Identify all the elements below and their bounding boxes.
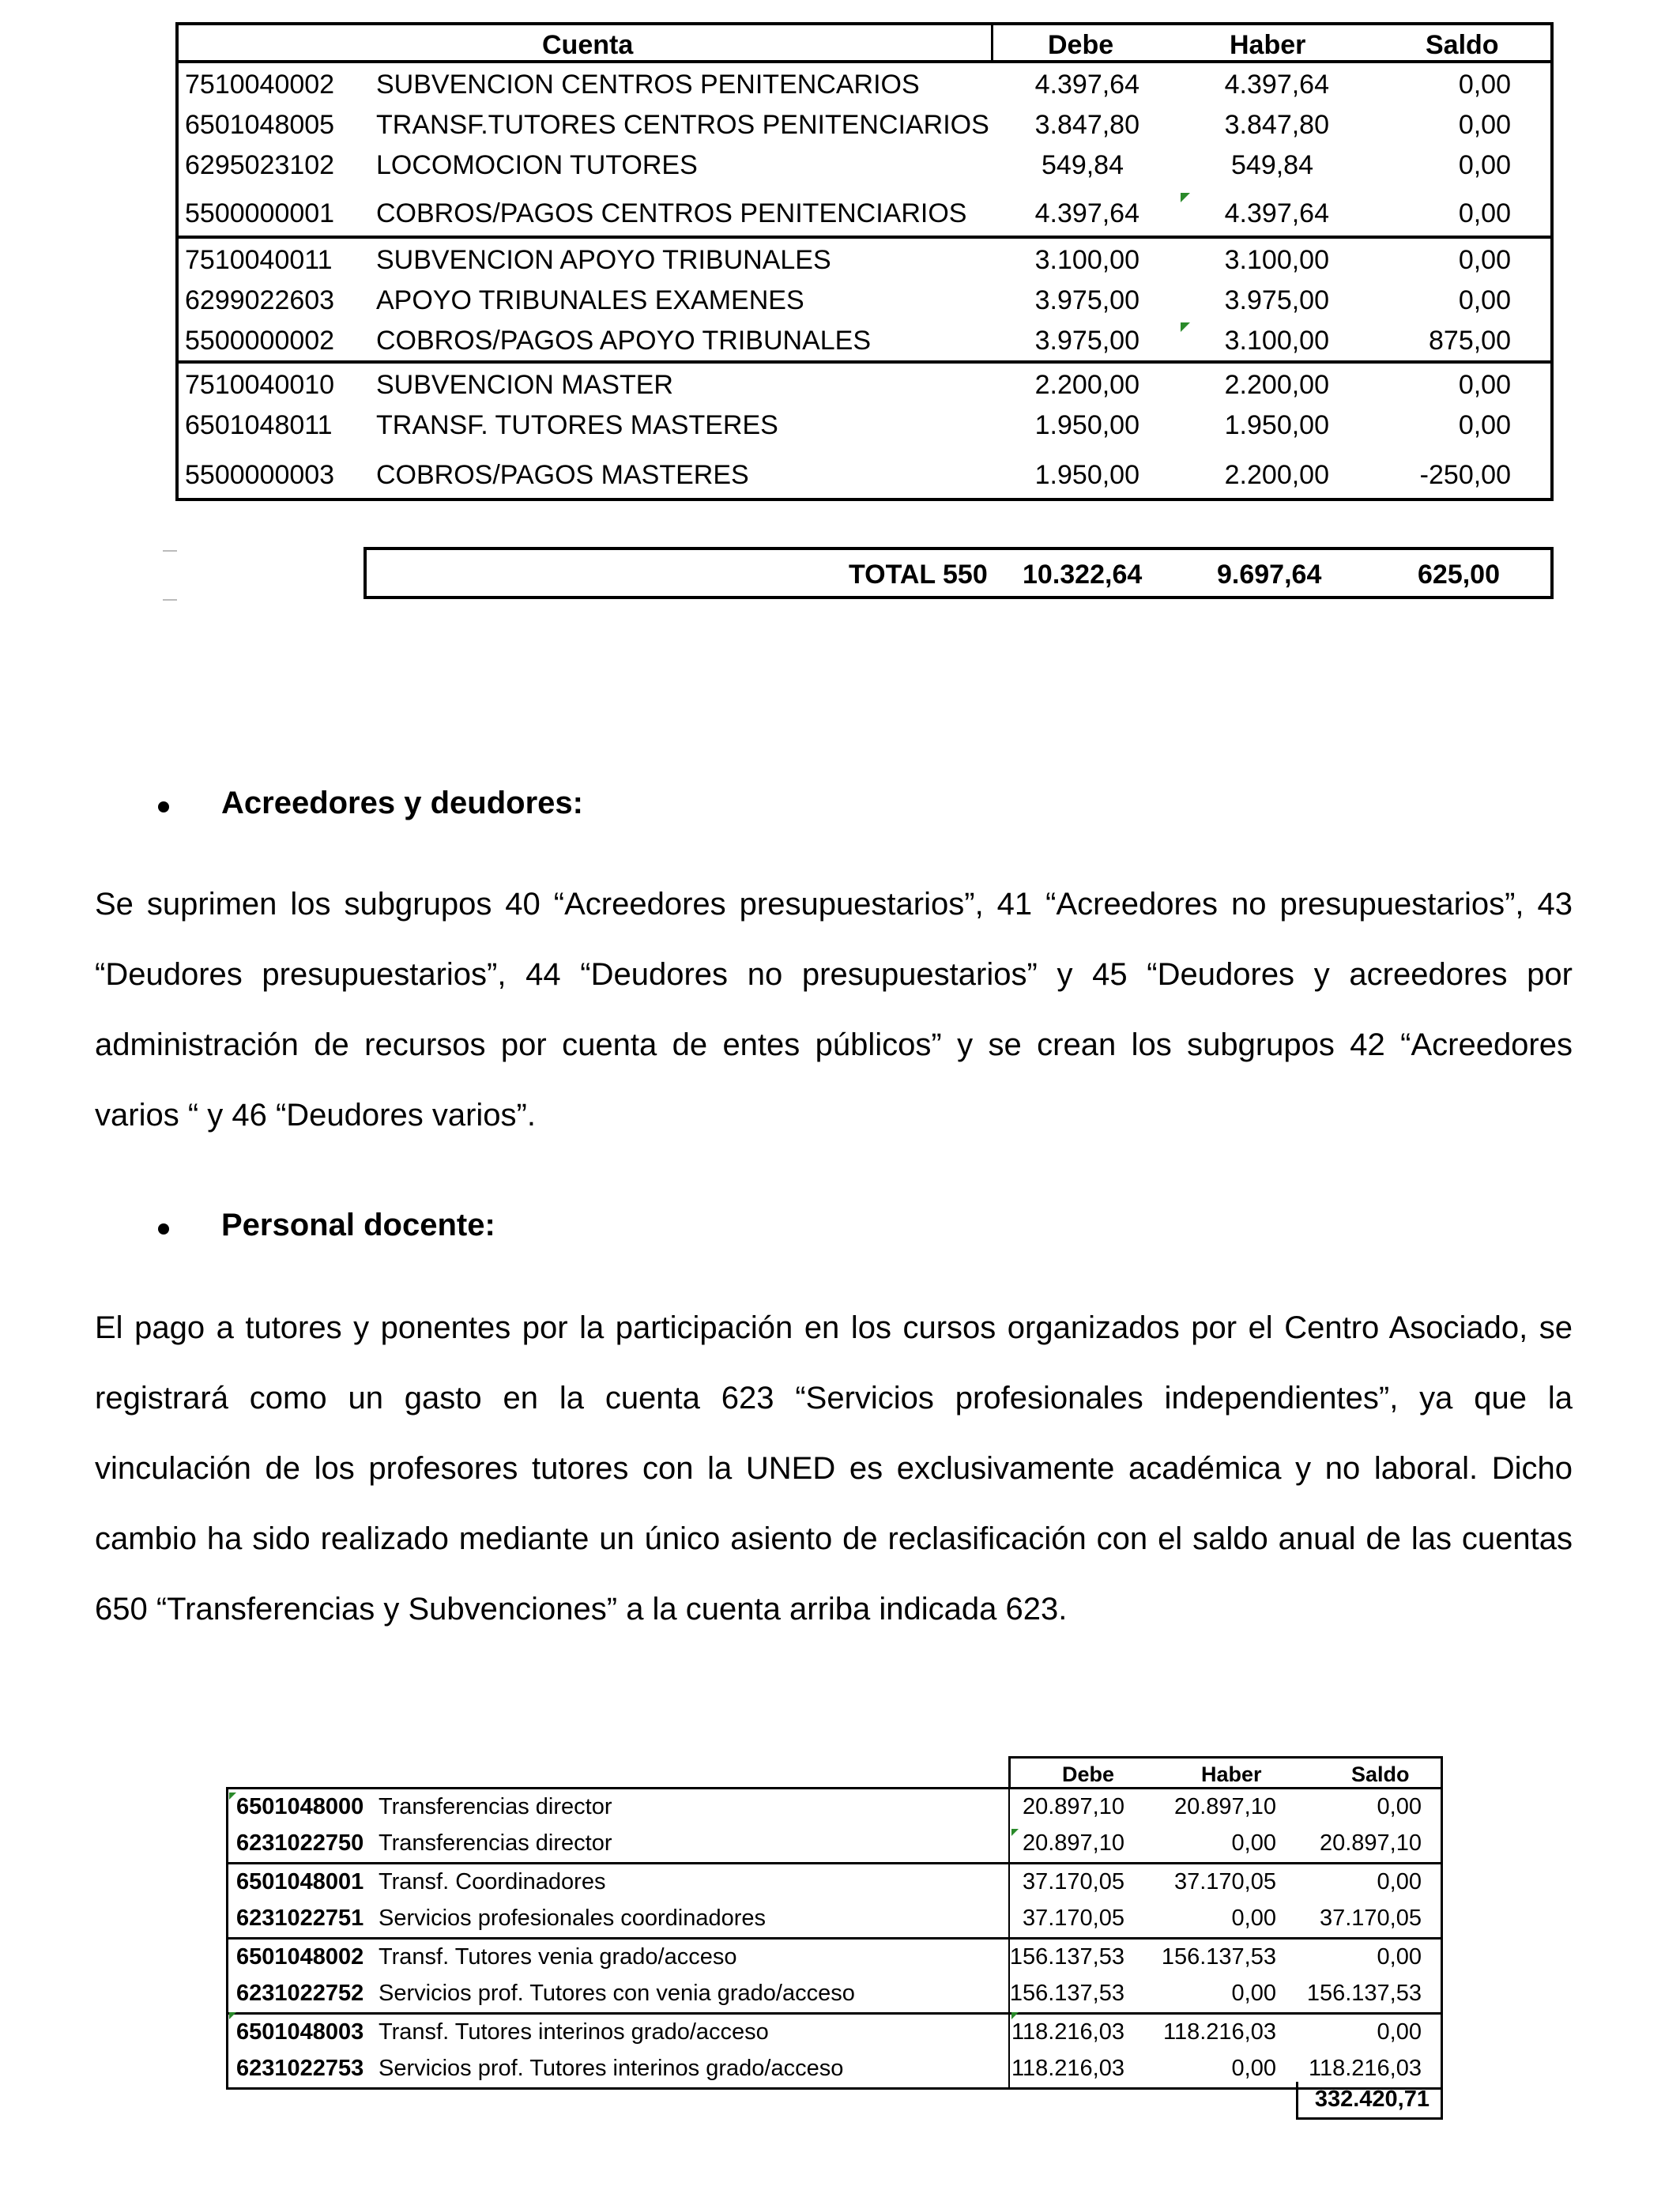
haber-value: 3.100,00 — [1224, 245, 1329, 275]
account-code: 7510040011 — [185, 245, 333, 275]
header-debe: Debe — [1048, 30, 1114, 60]
saldo-value: 0,00 — [1377, 1944, 1422, 1970]
table-row — [228, 1940, 1441, 1976]
account-code: 7510040002 — [185, 70, 335, 100]
haber-value: 3.100,00 — [1224, 326, 1329, 356]
debe-value: 4.397,64 — [1034, 70, 1139, 100]
total-haber: 9.697,64 — [1217, 560, 1322, 590]
paragraph-acreedores: Se suprimen los subgrupos 40 “Acreedores presupuestarios”, 41 “Acreedores no presupuestarios”, 43 “Deudores presupuestarios”, 44 “Deudores no presupuestarios” y 45 “Deudores y acreedores por administración de recursos por cuenta de entes públicos” y se crean los subgrupos 42 “Acreedores varios “ y 46 “Deudores varios”. — [95, 887, 1573, 1133]
debe-value: 118.216,03 — [1011, 2056, 1124, 2081]
haber-value: 4.397,64 — [1224, 70, 1329, 100]
table-row — [228, 1901, 1441, 1937]
debe-value: 118.216,03 — [1011, 2019, 1124, 2045]
divider — [163, 550, 177, 552]
debe-value: 3.100,00 — [1034, 245, 1139, 275]
account-group — [175, 63, 1554, 239]
saldo-value: 0,00 — [1458, 150, 1511, 180]
heading-text: Acreedores y deudores: — [221, 786, 583, 820]
saldo-value: -250,00 — [1419, 460, 1511, 490]
saldo-value: 0,00 — [1458, 370, 1511, 400]
table-row — [179, 63, 1550, 104]
account-name: Transf. Tutores venia grado/acceso — [379, 1944, 737, 1970]
account-group — [226, 1937, 1443, 2015]
total-debe: 10.322,64 — [1023, 560, 1143, 590]
haber-value: 0,00 — [1231, 1981, 1276, 2006]
haber-value: 4.397,64 — [1224, 198, 1329, 228]
saldo-value: 0,00 — [1458, 285, 1511, 315]
header-saldo: Saldo — [1426, 30, 1499, 60]
table-row — [228, 1976, 1441, 2012]
account-code: 6501048001 — [236, 1869, 364, 1894]
accounts-table-550 — [175, 22, 1554, 501]
table-header — [175, 22, 1554, 63]
saldo-value: 875,00 — [1429, 326, 1511, 356]
total-saldo: 625,00 — [1418, 560, 1500, 590]
table-row — [228, 2015, 1441, 2051]
account-code: 6231022753 — [236, 2056, 364, 2081]
debe-value: 4.397,64 — [1034, 198, 1139, 228]
account-group — [175, 239, 1554, 364]
saldo-value: 156.137,53 — [1306, 1981, 1422, 2006]
header-haber: Haber — [1230, 30, 1306, 60]
table-row — [228, 1826, 1441, 1862]
account-code: 6231022751 — [236, 1906, 364, 1931]
table-row — [179, 404, 1550, 444]
total-saldo-value: 332.420,71 — [1314, 2087, 1430, 2112]
total-saldo-box — [1296, 2082, 1443, 2120]
account-code: 6501048011 — [185, 410, 333, 440]
table-row — [179, 364, 1550, 404]
account-code: 5500000001 — [185, 198, 335, 228]
saldo-value: 0,00 — [1458, 198, 1511, 228]
debe-value: 156.137,53 — [1009, 1944, 1124, 1970]
haber-value: 37.170,05 — [1173, 1869, 1276, 1894]
saldo-value: 20.897,10 — [1319, 1830, 1422, 1856]
haber-value: 3.847,80 — [1224, 110, 1329, 140]
reclassification-table — [226, 1756, 1443, 2090]
account-name: COBROS/PAGOS MASTERES — [376, 460, 749, 490]
account-code: 6501048002 — [236, 1944, 364, 1970]
debe-value: 1.950,00 — [1034, 460, 1139, 490]
saldo-value: 0,00 — [1377, 2019, 1422, 2045]
saldo-value: 0,00 — [1377, 1869, 1422, 1894]
header-cuenta: Cuenta — [542, 30, 634, 60]
debe-value: 549,84 — [1042, 150, 1124, 180]
debe-value: 3.975,00 — [1034, 326, 1139, 356]
account-code: 6299022603 — [185, 285, 335, 315]
table-row — [179, 104, 1550, 144]
divider — [163, 599, 177, 601]
saldo-value: 118.216,03 — [1309, 2056, 1422, 2081]
account-code: 6501048003 — [236, 2019, 364, 2045]
debe-value: 20.897,10 — [1022, 1830, 1124, 1856]
account-code: 6501048005 — [185, 110, 335, 140]
total-550-row — [363, 547, 1554, 599]
debe-value: 37.170,05 — [1022, 1869, 1124, 1894]
saldo-value: 0,00 — [1458, 70, 1511, 100]
header-debe: Debe — [1062, 1762, 1115, 1786]
table-row — [228, 2051, 1441, 2087]
table-header — [226, 1756, 1443, 1789]
debe-value: 3.975,00 — [1034, 285, 1139, 315]
account-name: TRANSF.TUTORES CENTROS PENITENCIARIOS — [376, 110, 989, 140]
cell-marker-icon — [1181, 193, 1190, 202]
debe-value: 156.137,53 — [1009, 1981, 1124, 2006]
haber-value: 0,00 — [1231, 1906, 1276, 1931]
debe-value: 3.847,80 — [1034, 110, 1139, 140]
debe-value: 37.170,05 — [1022, 1906, 1124, 1931]
haber-value: 0,00 — [1231, 2056, 1276, 2081]
account-name: Servicios profesionales coordinadores — [379, 1906, 767, 1931]
cell-marker-icon — [229, 1793, 236, 1800]
cell-marker-icon — [1011, 2012, 1019, 2019]
table-row — [228, 1789, 1441, 1826]
account-code: 7510040010 — [185, 370, 335, 400]
saldo-value: 0,00 — [1458, 110, 1511, 140]
account-name: Servicios prof. Tutores con venia grado/acceso — [379, 1981, 855, 2006]
haber-value: 0,00 — [1231, 1830, 1276, 1856]
account-group — [226, 2012, 1443, 2090]
debe-value: 20.897,10 — [1022, 1794, 1124, 1819]
table-row — [179, 184, 1550, 233]
cell-marker-icon — [1011, 1829, 1019, 1836]
account-code: 6295023102 — [185, 150, 335, 180]
saldo-value: 0,00 — [1458, 245, 1511, 275]
debe-value: 2.200,00 — [1034, 370, 1139, 400]
account-name: COBROS/PAGOS APOYO TRIBUNALES — [376, 326, 872, 356]
account-name: APOYO TRIBUNALES EXAMENES — [376, 285, 804, 315]
haber-value: 118.216,03 — [1163, 2019, 1276, 2045]
account-group — [175, 364, 1554, 501]
account-name: Transferencias director — [379, 1830, 612, 1856]
account-name: Transf. Coordinadores — [379, 1869, 606, 1894]
cell-marker-icon — [1181, 322, 1190, 332]
account-name: Transferencias director — [379, 1794, 612, 1819]
table-row — [179, 279, 1550, 319]
haber-value: 1.950,00 — [1224, 410, 1329, 440]
heading-text: Personal docente: — [221, 1208, 495, 1242]
bullet-icon — [158, 1223, 169, 1235]
account-code: 6231022752 — [236, 1981, 364, 2006]
debe-value: 1.950,00 — [1034, 410, 1139, 440]
account-name: Servicios prof. Tutores interinos grado/acceso — [379, 2056, 844, 2081]
account-code: 5500000002 — [185, 326, 335, 356]
header-saldo: Saldo — [1351, 1762, 1410, 1786]
haber-value: 156.137,53 — [1161, 1944, 1276, 1970]
account-group — [226, 1862, 1443, 1940]
account-name: TRANSF. TUTORES MASTERES — [376, 410, 778, 440]
haber-value: 2.200,00 — [1224, 460, 1329, 490]
table-row — [228, 1864, 1441, 1901]
account-name: SUBVENCION MASTER — [376, 370, 673, 400]
table-row — [179, 444, 1550, 496]
header-haber: Haber — [1201, 1762, 1262, 1786]
saldo-value: 0,00 — [1377, 1794, 1422, 1819]
total-label: TOTAL 550 — [849, 560, 988, 590]
account-group — [226, 1787, 1443, 1864]
account-name: COBROS/PAGOS CENTROS PENITENCIARIOS — [376, 198, 967, 228]
haber-value: 2.200,00 — [1224, 370, 1329, 400]
haber-value: 549,84 — [1231, 150, 1313, 180]
header-divider — [991, 25, 993, 60]
account-name: SUBVENCION APOYO TRIBUNALES — [376, 245, 831, 275]
haber-value: 20.897,10 — [1173, 1794, 1276, 1819]
paragraph-personal-docente: El pago a tutores y ponentes por la participación en los cursos organizados por el Centro Asociado, se registrará como un gasto en la cuenta 623 “Servicios profesionales independientes”, ya que la vinculación de los profesores tutores con la UNED es exclusivamente académica y no laboral. Dicho cambio ha sido realizado mediante un único asiento de reclasificación con el saldo anual de las cuentas 650 “Transferencias y Subvenciones” a la cuenta arriba indicada 623. — [95, 1310, 1573, 1627]
table-row — [179, 239, 1550, 279]
account-name: LOCOMOCION TUTORES — [376, 150, 698, 180]
saldo-value: 37.170,05 — [1319, 1906, 1422, 1931]
account-code: 6231022750 — [236, 1830, 364, 1856]
account-code: 6501048000 — [236, 1794, 364, 1819]
haber-value: 3.975,00 — [1224, 285, 1329, 315]
table-row — [179, 319, 1550, 360]
saldo-value: 0,00 — [1458, 410, 1511, 440]
account-code: 5500000003 — [185, 460, 335, 490]
account-name: Transf. Tutores interinos grado/acceso — [379, 2019, 769, 2045]
bullet-icon — [158, 801, 169, 812]
account-name: SUBVENCION CENTROS PENITENCARIOS — [376, 70, 920, 100]
table-row — [179, 144, 1550, 184]
cell-marker-icon — [229, 2012, 236, 2019]
